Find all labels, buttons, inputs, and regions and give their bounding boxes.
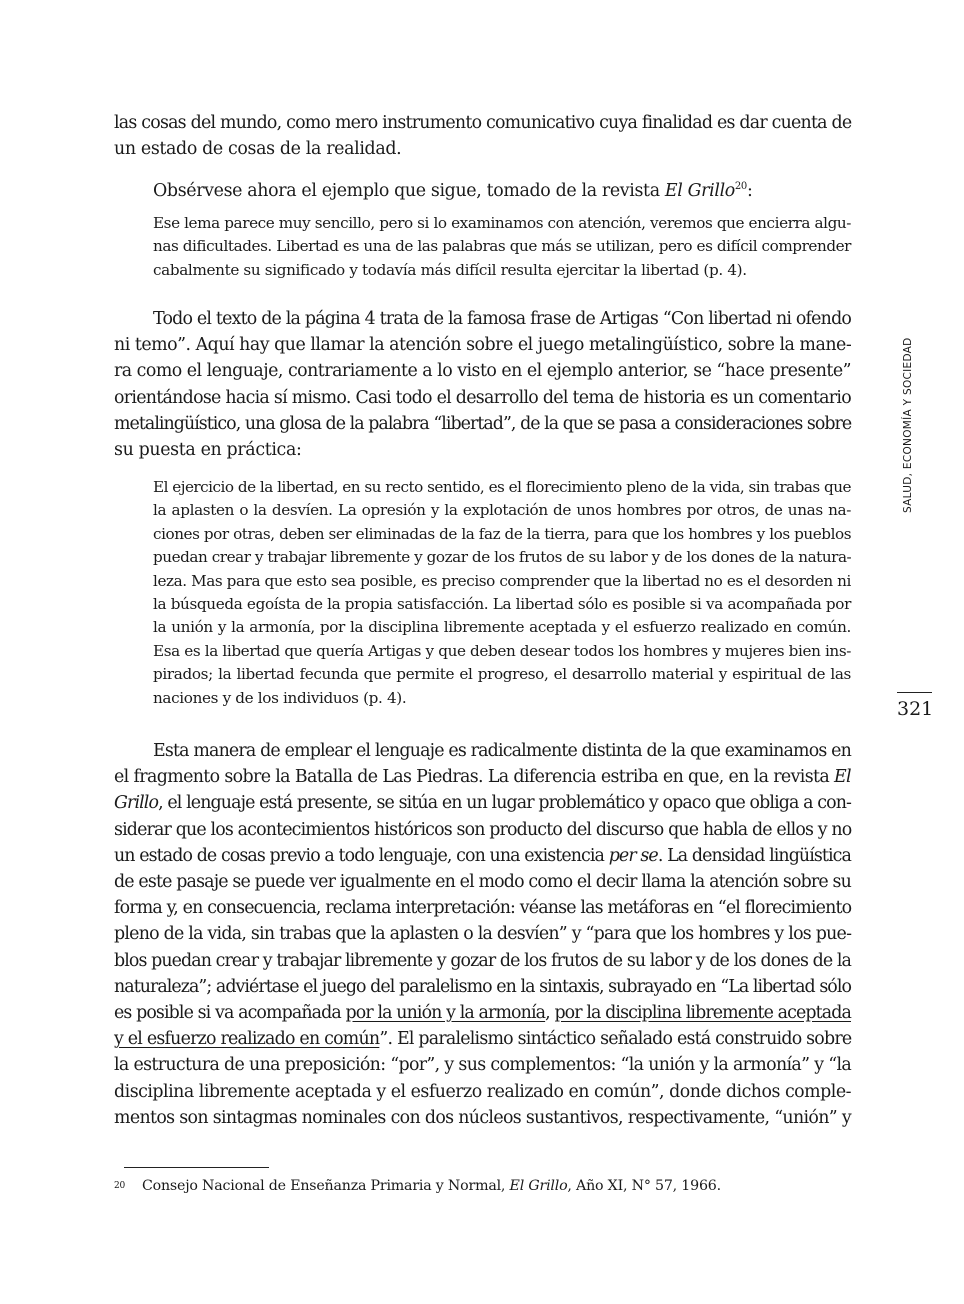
paragraph-2 xyxy=(114,174,851,204)
text-line: la estructura de una preposición: “por”, y sus complementos: “la unión y la armonía” y “la xyxy=(114,1055,852,1076)
text-line: metalingüístico, una glosa de la palabra “libertad”, de la que se pasa a consideraciones sobre xyxy=(114,413,852,434)
quote-line: la búsqueda egoísta de la propia satisfacción. La libertad sólo es posible si va acompañada por xyxy=(153,595,852,614)
text-line: es posible si va acompañada por la unión y la armonía, por la disciplina libremente aceptada xyxy=(114,1003,851,1024)
text-line: Todo el texto de la página 4 trata de la famosa frase de Artigas “Con libertad ni ofendo xyxy=(153,309,852,329)
text-line: Esta manera de emplear el lenguaje es radicalmente distinta de la que examinamos en xyxy=(153,741,851,761)
quote-line: cabalmente su significado y todavía más difícil resulta ejercitar la libertad (p. 4). xyxy=(153,260,747,279)
quote-line: la unión y la armonía, por la disciplina libremente aceptada y el esfuerzo realizado en común. xyxy=(153,618,851,637)
text-line: Obsérvese ahora el ejemplo que sigue, tomado de la revista El Grillo$^{20}$: xyxy=(153,180,753,201)
text-line: el fragmento sobre la Batalla de Las Piedras. La diferencia estriba en que, en la revista El xyxy=(114,767,851,788)
underlined-phrase: y el esfuerzo realizado en común xyxy=(114,1029,380,1050)
footnote-reference: 20 xyxy=(734,181,747,192)
text-line: orientándose hacia sí mismo. Casi todo el desarrollo del tema de historia es un comentario xyxy=(114,387,851,408)
footnote-separator xyxy=(124,1167,269,1168)
quote-line: nas dificultades. Libertad es una de las palabras que más se utilizan, pero es difícil comprender xyxy=(153,237,851,256)
text-line: mentos son sintagmas nominales con dos núcleos sustantivos, respectivamente, “unión” y xyxy=(114,1107,851,1128)
text-line: y el esfuerzo realizado en común”. El paralelismo sintáctico señalado está construido sobre xyxy=(114,1029,852,1050)
text-line: siderar que los acontecimientos históricos son producto del discurso que habla de ellos y no xyxy=(114,819,852,840)
text-line: un estado de cosas de la realidad. xyxy=(114,139,402,160)
quote-line: Esa es la libertad que quería Artigas y que deben desear todos los hombres y mujeres bien ins- xyxy=(153,641,851,660)
text-line: su puesta en práctica: xyxy=(114,440,302,461)
footnote: 20 Consejo Nacional de Enseñanza Primaria y Normal, El Grillo, Año XI, N° 57, 1966. xyxy=(114,1178,721,1194)
paragraph-4 xyxy=(114,738,851,1131)
running-section-label: SALUD, ECONOMÍA Y SOCIEDAD xyxy=(902,337,914,513)
text-line: ra como el lenguaje, contrariamente a lo visto en el ejemplo anterior, se “hace presente” xyxy=(114,361,851,382)
quote-line: Ese lema parece muy sencillo, pero si lo examinamos con atención, veremos que encierra algu- xyxy=(153,214,851,232)
block-quote-2 xyxy=(153,476,851,710)
quote-line: ciones por otras, deben ser eliminadas de la faz de la tierra, para que los hombres y los pueblos xyxy=(153,524,852,543)
text-line: un estado de cosas previo a todo lenguaje, con una existencia per se. La densidad lingüística xyxy=(114,845,851,866)
text-line: las cosas del mundo, como mero instrumento comunicativo cuya finalidad es dar cuenta de xyxy=(114,113,852,133)
quote-line: leza. Mas para que esto sea posible, es preciso comprender que la libertad no es el desorden ni xyxy=(153,571,851,590)
underlined-phrase: por la disciplina libremente aceptada xyxy=(554,1003,851,1024)
text-line: Grillo, el lenguaje está presente, se sitúa en un lugar problemático y opaco que obliga a con- xyxy=(114,793,852,814)
block-quote-1 xyxy=(153,212,851,282)
text-line: pleno de la vida, sin trabas que la aplasten o la desvíen” y “para que los hombres y los pue- xyxy=(114,924,852,945)
underlined-phrase: por la unión y la armonía xyxy=(345,1003,546,1024)
quote-line: naciones y de los individuos (p. 4). xyxy=(153,688,407,707)
text-line: naturaleza”; adviértase el juego del paralelismo en la sintaxis, subrayado en “La libertad sólo xyxy=(114,976,851,997)
footnote-number: 20 xyxy=(114,1181,126,1191)
text-line: blos puedan crear y trabajar libremente y gozar de los frutos de su labor y de los dones de la xyxy=(114,950,851,971)
quote-line: la aplasten o la desvíen. La opresión y la explotación de unos hombres por otros, de unas na- xyxy=(153,501,851,520)
text-line: disciplina libremente aceptada y el esfuerzo realizado en común”, donde dichos comple- xyxy=(114,1081,851,1102)
text-line: de este pasaje se puede ver igualmente en el modo como el decir llama la atención sobre su xyxy=(114,872,851,893)
magazine-title: El Grillo xyxy=(664,180,735,201)
text-line: forma y, en consecuencia, reclama interpretación: véanse las metáforas en “el florecimiento xyxy=(114,898,852,919)
paragraph-1 xyxy=(114,110,851,162)
page-number-rule xyxy=(897,692,932,693)
quote-line: puedan crear y trabajar libremente y gozar de los frutos de su labor y de los dones de la natura- xyxy=(153,548,852,567)
footnote-title: El Grillo xyxy=(509,1178,568,1194)
quote-line: El ejercicio de la libertad, en su recto sentido, es el florecimiento pleno de la vida, sin trabas que xyxy=(153,478,851,496)
quote-line: pirados; la libertad fecunda que permite el progreso, el desarrollo material y espiritual de las xyxy=(153,665,851,684)
paragraph-3 xyxy=(114,306,851,463)
page-number: 321 xyxy=(897,698,934,720)
text-line: ni temo”. Aquí hay que llamar la atención sobre el juego metalingüístico, sobre la mane- xyxy=(114,335,852,356)
